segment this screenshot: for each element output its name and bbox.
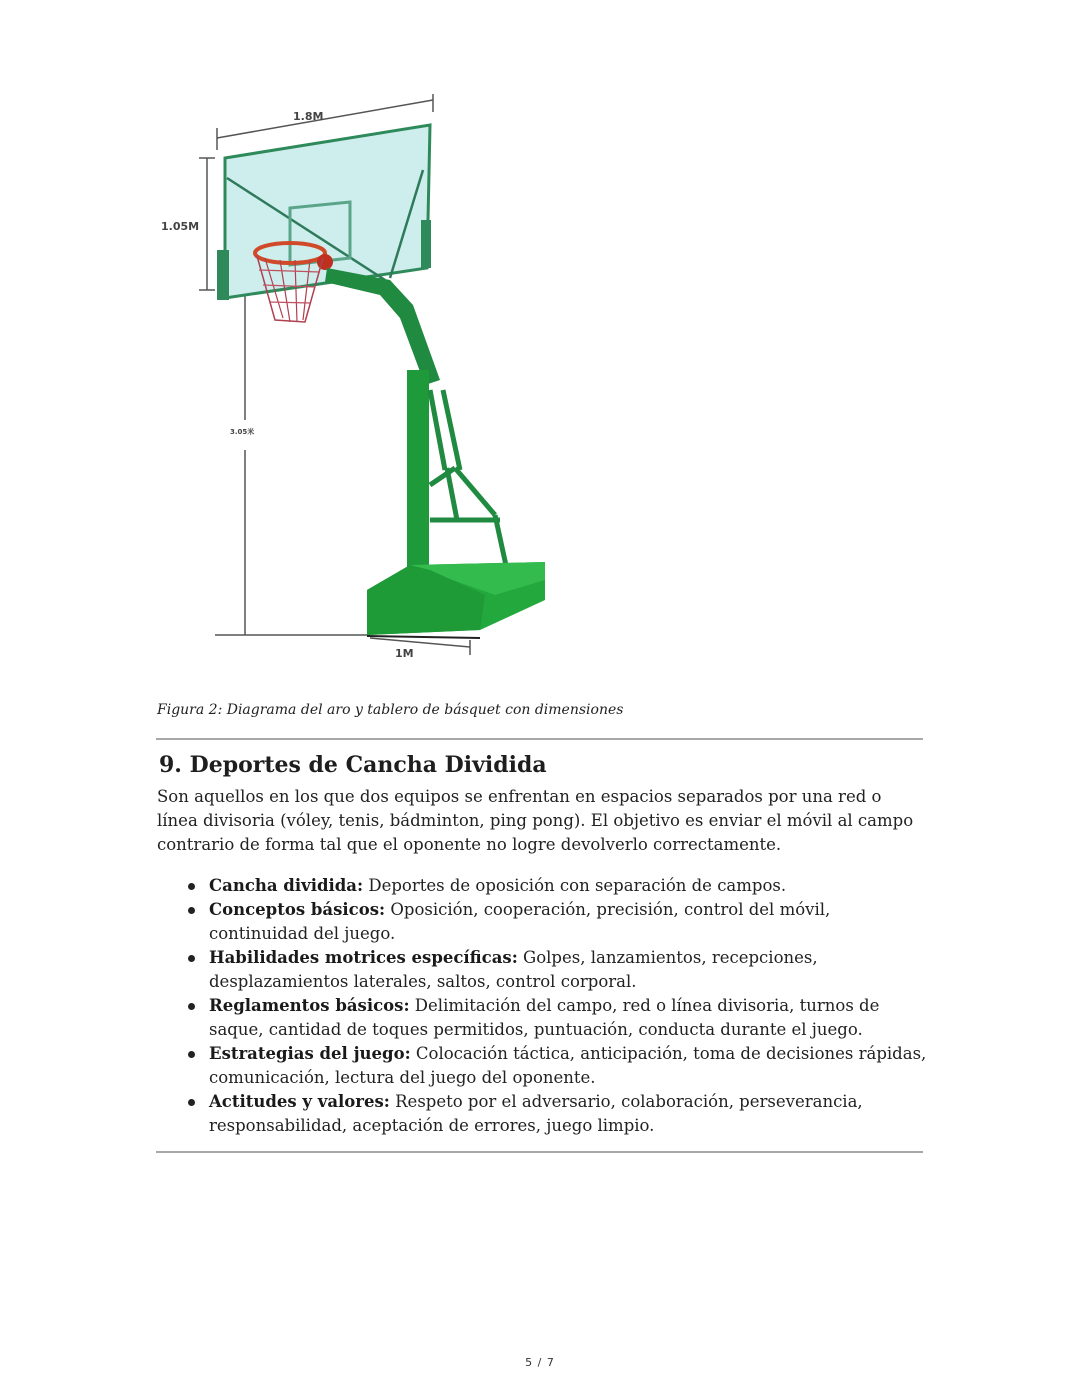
item-term: Estrategias del juego: — [209, 1044, 411, 1063]
list-item — [185, 874, 930, 898]
section-divider-bottom — [156, 1151, 923, 1153]
list-item — [185, 898, 930, 946]
page-number: 5 / 7 — [525, 1356, 555, 1369]
item-text: Deportes de oposición con separación de campos. — [363, 876, 787, 895]
width-label: 1.8M — [293, 110, 324, 123]
item-term: Cancha dividida: — [209, 876, 364, 895]
bullet-icon — [188, 1099, 195, 1106]
list-item — [185, 1090, 930, 1138]
bullet-icon — [188, 1003, 195, 1010]
bullet-icon — [188, 1051, 195, 1058]
item-text: Delimitación del campo, red o línea divisoria, turnos de saque, cantidad de toques permitidos, puntuación, conducta durante el juego. — [209, 996, 880, 1039]
item-text: Respeto por el adversario, colaboración, perseverancia, responsabilidad, aceptación de errores, juego limpio. — [209, 1092, 863, 1135]
bullet-icon — [188, 955, 195, 962]
list-item — [185, 946, 930, 994]
figure-caption: Figura 2: Diagrama del aro y tablero de básquet con dimensiones — [157, 702, 624, 718]
item-text: Golpes, lanzamientos, recepciones, desplazamientos laterales, saltos, control corporal. — [209, 948, 818, 991]
item-term: Actitudes y valores: — [209, 1092, 390, 1111]
height-label: 1.05M — [161, 220, 200, 233]
item-text: Oposición, cooperación, precisión, control del móvil, continuidad del juego. — [209, 900, 831, 943]
list-item — [185, 994, 930, 1042]
section-intro: Son aquellos en los que dos equipos se enfrentan en espacios separados por una red o línea divisoria (vóley, tenis, bádminton, ping pong). El objetivo es enviar el móvil al campo contrario de forma tal que el oponente no logre devolverlo correctamente. — [157, 787, 914, 854]
item-text: Colocación táctica, anticipación, toma de decisiones rápidas, comunicación, lectura del juego del oponente. — [209, 1044, 927, 1087]
bullet-icon — [188, 883, 195, 890]
section-divider-top — [156, 738, 923, 740]
item-term: Conceptos básicos: — [209, 900, 386, 919]
bullet-icon — [188, 907, 195, 914]
item-term: Habilidades motrices específicas: — [209, 948, 518, 967]
section-title: 9. Deportes de Cancha Dividida — [159, 752, 547, 778]
list-item — [185, 1042, 930, 1090]
bullet-list — [185, 874, 930, 1138]
basketball-hoop-diagram — [155, 90, 575, 670]
rim-height-label: 3.05米 — [230, 428, 255, 436]
item-term: Reglamentos básicos: — [209, 996, 410, 1015]
base-label: 1M — [395, 647, 414, 660]
